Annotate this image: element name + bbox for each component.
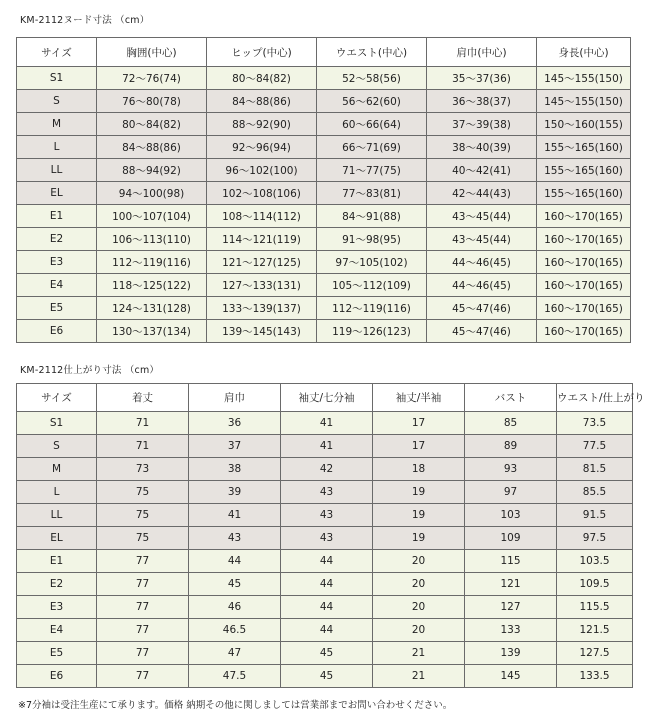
table-cell: 77 [97, 665, 189, 688]
table-cell: 36～38(37) [427, 90, 537, 113]
table-cell: 109 [465, 527, 557, 550]
table-cell: 133.5 [557, 665, 633, 688]
table-cell: 112～119(116) [317, 297, 427, 320]
table-row [17, 274, 631, 297]
size-label-cell: M [17, 458, 97, 481]
table-row [17, 182, 631, 205]
table-cell: 38 [189, 458, 281, 481]
table-cell: 38～40(39) [427, 136, 537, 159]
table-row [17, 251, 631, 274]
table-cell: 44 [281, 596, 373, 619]
table-header-row [17, 38, 631, 67]
table-cell: 133 [465, 619, 557, 642]
table-cell: 35～37(36) [427, 67, 537, 90]
table-cell: 47 [189, 642, 281, 665]
table-cell: 160～170(165) [537, 274, 631, 297]
table-cell: 97～105(102) [317, 251, 427, 274]
table-cell: 75 [97, 527, 189, 550]
finished-size-table [16, 383, 645, 688]
table-cell: 20 [373, 550, 465, 573]
table-cell: 105～112(109) [317, 274, 427, 297]
table-cell: 106～113(110) [97, 228, 207, 251]
table-cell: 100～107(104) [97, 205, 207, 228]
column-header: サイズ [17, 384, 97, 412]
table-cell: 112～119(116) [97, 251, 207, 274]
table-row [17, 435, 633, 458]
size-label-cell: E3 [17, 251, 97, 274]
finished-size-caption: KM-2112仕上がり寸法 （cm） [20, 365, 160, 376]
table-cell: 94～100(98) [97, 182, 207, 205]
column-header: 肩巾(中心) [427, 38, 537, 67]
size-label-cell: S [17, 435, 97, 458]
table-row [17, 113, 631, 136]
table-cell: 20 [373, 596, 465, 619]
table-cell: 75 [97, 504, 189, 527]
table-row [17, 642, 633, 665]
table-cell: 77 [97, 550, 189, 573]
table-cell: 160～170(165) [537, 205, 631, 228]
column-header: 着丈 [97, 384, 189, 412]
table-row [17, 205, 631, 228]
table-cell: 17 [373, 435, 465, 458]
size-label-cell: E6 [17, 320, 97, 343]
table-cell: 84～91(88) [317, 205, 427, 228]
table-cell: 45 [189, 573, 281, 596]
table-cell: 46.5 [189, 619, 281, 642]
table-cell: 47.5 [189, 665, 281, 688]
table-row [17, 412, 633, 435]
table-cell: 97.5 [557, 527, 633, 550]
size-label-cell: E3 [17, 596, 97, 619]
table-cell: 97 [465, 481, 557, 504]
table-row [17, 527, 633, 550]
table-cell: 127 [465, 596, 557, 619]
table-cell: 160～170(165) [537, 297, 631, 320]
table-cell: 81.5 [557, 458, 633, 481]
table-cell: 56～62(60) [317, 90, 427, 113]
table-row [17, 228, 631, 251]
table-cell: 145～155(150) [537, 90, 631, 113]
table-cell: 43 [189, 527, 281, 550]
table-cell: 103.5 [557, 550, 633, 573]
table-cell: 73.5 [557, 412, 633, 435]
column-header: 袖丈/半袖 [373, 384, 465, 412]
table-cell: 80～84(82) [207, 67, 317, 90]
table-cell: 139～145(143) [207, 320, 317, 343]
table-cell: 121 [465, 573, 557, 596]
table-cell: 19 [373, 481, 465, 504]
size-label-cell: E1 [17, 205, 97, 228]
table-cell: 46 [189, 596, 281, 619]
table-cell: 121～127(125) [207, 251, 317, 274]
table-row [17, 573, 633, 596]
column-header: バスト [465, 384, 557, 412]
table-header-row [17, 384, 633, 412]
table-cell: 84～88(86) [207, 90, 317, 113]
table-cell: 43～45(44) [427, 228, 537, 251]
table-cell: 76～80(78) [97, 90, 207, 113]
table-cell: 77 [97, 642, 189, 665]
table-cell: 71～77(75) [317, 159, 427, 182]
table-row [17, 136, 631, 159]
table-cell: 20 [373, 619, 465, 642]
table-cell: 114～121(119) [207, 228, 317, 251]
size-label-cell: S [17, 90, 97, 113]
table-cell: 37 [189, 435, 281, 458]
table-cell: 124～131(128) [97, 297, 207, 320]
table-cell: 19 [373, 504, 465, 527]
table-cell: 41 [189, 504, 281, 527]
table-cell: 17 [373, 412, 465, 435]
table-cell: 150～160(155) [537, 113, 631, 136]
size-label-cell: L [17, 136, 97, 159]
table-cell: 109.5 [557, 573, 633, 596]
table-cell: 45 [281, 665, 373, 688]
table-cell: 91.5 [557, 504, 633, 527]
table-cell: 18 [373, 458, 465, 481]
table-cell: 45～47(46) [427, 297, 537, 320]
size-label-cell: L [17, 481, 97, 504]
table-cell: 85 [465, 412, 557, 435]
table-cell: 60～66(64) [317, 113, 427, 136]
table-row [17, 596, 633, 619]
table-cell: 43 [281, 504, 373, 527]
table-cell: 77.5 [557, 435, 633, 458]
table-cell: 71 [97, 435, 189, 458]
table-cell: 130～137(134) [97, 320, 207, 343]
table-cell: 108～114(112) [207, 205, 317, 228]
table-cell: 115.5 [557, 596, 633, 619]
table-cell: 160～170(165) [537, 320, 631, 343]
table-cell: 155～165(160) [537, 159, 631, 182]
column-header: 胸囲(中心) [97, 38, 207, 67]
table-cell: 45～47(46) [427, 320, 537, 343]
table-cell: 160～170(165) [537, 251, 631, 274]
table-cell: 133～139(137) [207, 297, 317, 320]
table-cell: 127～133(131) [207, 274, 317, 297]
table-cell: 121.5 [557, 619, 633, 642]
column-header: 肩巾 [189, 384, 281, 412]
table-cell: 102～108(106) [207, 182, 317, 205]
size-label-cell: EL [17, 182, 97, 205]
column-header: ウエスト(中心) [317, 38, 427, 67]
table-cell: 118～125(122) [97, 274, 207, 297]
table-cell: 75 [97, 481, 189, 504]
size-label-cell: E2 [17, 228, 97, 251]
table-cell: 115 [465, 550, 557, 573]
table-cell: 44 [281, 619, 373, 642]
table-cell: 21 [373, 642, 465, 665]
size-label-cell: S1 [17, 412, 97, 435]
table-cell: 80～84(82) [97, 113, 207, 136]
size-label-cell: E2 [17, 573, 97, 596]
size-label-cell: LL [17, 504, 97, 527]
table-cell: 155～165(160) [537, 136, 631, 159]
table-cell: 36 [189, 412, 281, 435]
table-cell: 66～71(69) [317, 136, 427, 159]
table-cell: 44 [189, 550, 281, 573]
table-cell: 44 [281, 573, 373, 596]
table-row [17, 320, 631, 343]
size-label-cell: E1 [17, 550, 97, 573]
size-label-cell: E5 [17, 642, 97, 665]
table-row [17, 550, 633, 573]
table-cell: 139 [465, 642, 557, 665]
table-cell: 44 [281, 550, 373, 573]
table-cell: 43 [281, 527, 373, 550]
table-cell: 41 [281, 435, 373, 458]
size-label-cell: E5 [17, 297, 97, 320]
table-cell: 91～98(95) [317, 228, 427, 251]
nude-size-caption: KM-2112ヌード寸法 （cm） [20, 15, 150, 26]
table-cell: 41 [281, 412, 373, 435]
size-label-cell: E4 [17, 619, 97, 642]
table-cell: 85.5 [557, 481, 633, 504]
table-cell: 40～42(41) [427, 159, 537, 182]
table-cell: 103 [465, 504, 557, 527]
table-row [17, 67, 631, 90]
table-cell: 77 [97, 619, 189, 642]
column-header: 袖丈/七分袖 [281, 384, 373, 412]
table-row [17, 504, 633, 527]
table-cell: 43～45(44) [427, 205, 537, 228]
size-label-cell: E4 [17, 274, 97, 297]
table-cell: 20 [373, 573, 465, 596]
table-cell: 127.5 [557, 642, 633, 665]
table-row [17, 481, 633, 504]
size-label-cell: E6 [17, 665, 97, 688]
table-cell: 96～102(100) [207, 159, 317, 182]
footnote: ※7分袖は受注生産にて承ります。価格 納期その他に関しましては営業部までお問い合わせください。 [18, 700, 453, 711]
table-cell: 43 [281, 481, 373, 504]
size-label-cell: S1 [17, 67, 97, 90]
table-cell: 77～83(81) [317, 182, 427, 205]
table-cell: 71 [97, 412, 189, 435]
table-cell: 119～126(123) [317, 320, 427, 343]
table-row [17, 90, 631, 113]
table-cell: 77 [97, 596, 189, 619]
table-cell: 88～92(90) [207, 113, 317, 136]
table-cell: 88～94(92) [97, 159, 207, 182]
table-row [17, 297, 631, 320]
column-header: ヒップ(中心) [207, 38, 317, 67]
nude-size-table [16, 37, 631, 343]
table-cell: 45 [281, 642, 373, 665]
table-cell: 145～155(150) [537, 67, 631, 90]
table-row [17, 159, 631, 182]
size-label-cell: EL [17, 527, 97, 550]
table-cell: 39 [189, 481, 281, 504]
size-label-cell: M [17, 113, 97, 136]
column-header: 身長(中心) [537, 38, 631, 67]
table-cell: 77 [97, 573, 189, 596]
table-cell: 155～165(160) [537, 182, 631, 205]
table-cell: 42～44(43) [427, 182, 537, 205]
column-header: サイズ [17, 38, 97, 67]
table-cell: 73 [97, 458, 189, 481]
table-cell: 89 [465, 435, 557, 458]
table-cell: 44～46(45) [427, 274, 537, 297]
table-cell: 44～46(45) [427, 251, 537, 274]
table-row [17, 619, 633, 642]
table-cell: 42 [281, 458, 373, 481]
table-cell: 21 [373, 665, 465, 688]
size-label-cell: LL [17, 159, 97, 182]
column-header: ウエスト/仕上がり [557, 384, 633, 412]
table-cell: 93 [465, 458, 557, 481]
table-cell: 37～39(38) [427, 113, 537, 136]
table-cell: 84～88(86) [97, 136, 207, 159]
table-cell: 52～58(56) [317, 67, 427, 90]
table-row [17, 665, 633, 688]
table-row [17, 458, 633, 481]
table-cell: 160～170(165) [537, 228, 631, 251]
table-cell: 145 [465, 665, 557, 688]
table-cell: 19 [373, 527, 465, 550]
table-cell: 92～96(94) [207, 136, 317, 159]
table-cell: 72～76(74) [97, 67, 207, 90]
